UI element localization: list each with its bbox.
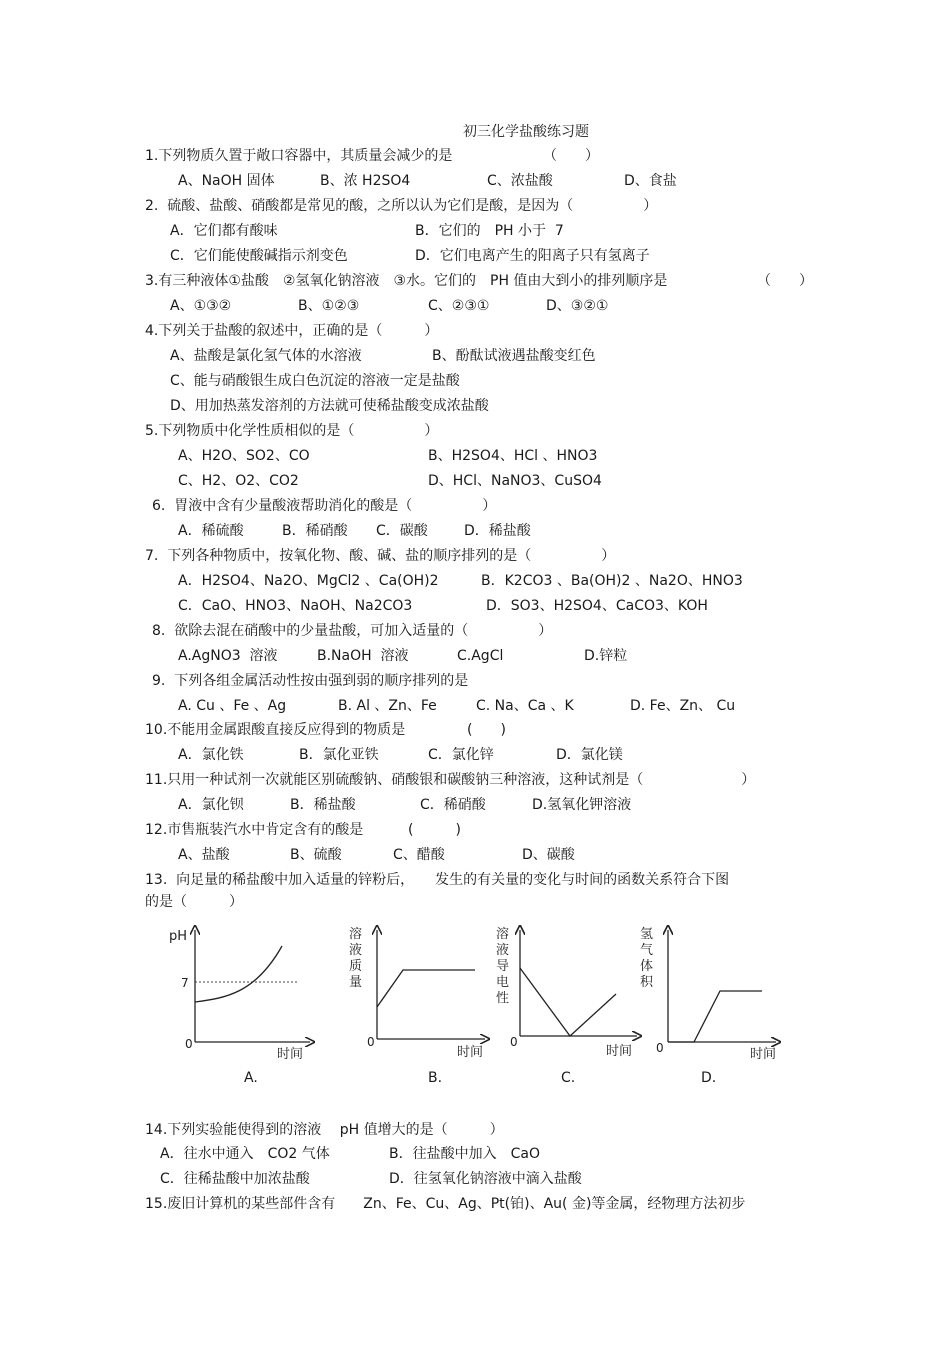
- y-label-char: 积: [640, 975, 654, 990]
- q5-option-d: D、HCl、NaNO3、CuSO4: [428, 473, 602, 489]
- q12-option-c: C、醋酸: [393, 847, 445, 863]
- q9-option-a: A. Cu 、Fe 、Ag: [178, 698, 287, 714]
- q13-graph-d-caption: D.: [701, 1070, 717, 1086]
- mass-curve: [377, 970, 475, 1007]
- q14-option-a: A．往水中通入 CO2 气体: [160, 1146, 330, 1162]
- q13-stem-line1: 13. 向足量的稀盐酸中加入适量的锌粉后， 发生的有关量的变化与时间的函数关系符合下图: [145, 872, 730, 888]
- y-axis-label: pH: [169, 929, 188, 944]
- q8-option-a: A.AgNO3 溶液: [178, 648, 278, 664]
- q3-option-a: A、①③②: [170, 298, 232, 314]
- q13-graph-a-caption: A.: [244, 1070, 258, 1086]
- q14-option-c: C．往稀盐酸中加浓盐酸: [160, 1171, 310, 1187]
- q14-option-d: D．往氢氧化钠溶液中滴入盐酸: [389, 1171, 582, 1187]
- q2-stem: 2. 硫酸、盐酸、硝酸都是常见的酸，之所以认为它们是酸，是因为（ ）: [145, 198, 658, 214]
- q13-graph-b: [345, 922, 490, 1064]
- q12-option-a: A、盐酸: [178, 847, 230, 863]
- q1-option-c: C、浓盐酸: [487, 173, 553, 189]
- y-label-char: 气: [640, 943, 654, 958]
- y-label-char: 体: [640, 959, 654, 974]
- x-axis-label: 时间: [277, 1047, 304, 1062]
- q4-option-c: C、能与硝酸银生成白色沉淀的溶液一定是盐酸: [170, 373, 460, 389]
- q11-option-a: A．氯化钡: [178, 797, 244, 813]
- q15-stem: 15.废旧计算机的某些部件含有 Zn、Fe、Cu、Ag、Pt(铂)、Au( 金)等金属，经物理方法初步: [145, 1196, 746, 1212]
- q3-answer-paren: （ ）: [757, 273, 813, 289]
- page-title: 初三化学盐酸练习题: [463, 124, 589, 140]
- q2-option-d: D．它们电离产生的阳离子只有氢离子: [415, 248, 650, 264]
- y-label-char: 液: [349, 943, 363, 958]
- y-label-char: 性: [496, 991, 510, 1006]
- hydrogen-curve: [668, 991, 762, 1042]
- origin-label: 0: [656, 1041, 664, 1055]
- q5-option-c: C、H2、O2、CO2: [178, 473, 299, 489]
- q11-option-c: C．稀硝酸: [420, 797, 486, 813]
- q6-option-d: D．稀盐酸: [464, 523, 531, 539]
- q12-option-d: D、碳酸: [522, 847, 575, 863]
- conductivity-curve: [520, 968, 616, 1036]
- y-label-char: 量: [349, 975, 363, 990]
- q6-option-c: C．碳酸: [376, 523, 428, 539]
- q12-stem: 12.市售瓶装汽水中肯定含有的酸是: [145, 822, 364, 838]
- q10-option-c: C．氯化锌: [428, 747, 494, 763]
- y-axis-label: [496, 926, 513, 1006]
- q8-option-c: C.AgCl: [457, 648, 504, 664]
- q13-graph-a: [165, 922, 315, 1064]
- q5-option-a: A、H2O、SO2、CO: [178, 448, 310, 464]
- q7-option-d: D．SO3、H2SO4、CaCO3、KOH: [486, 598, 708, 614]
- origin-label: 0: [185, 1037, 193, 1051]
- q7-stem: 7. 下列各种物质中，按氧化物、酸、碱、盐的顺序排列的是（ ）: [145, 548, 616, 564]
- q8-option-d: D.锌粒: [584, 648, 628, 664]
- q10-option-d: D．氯化镁: [556, 747, 623, 763]
- origin-label: 0: [510, 1035, 518, 1049]
- x-axis-label: 时间: [750, 1047, 777, 1062]
- q14-option-b: B．往盐酸中加入 CaO: [389, 1146, 540, 1162]
- y-axis-label: [640, 927, 657, 990]
- x-axis-label: 时间: [457, 1045, 484, 1060]
- q11-option-b: B．稀盐酸: [290, 797, 356, 813]
- q1-option-d: D、食盐: [624, 173, 677, 189]
- q13-stem-line2: 的是（ ）: [145, 894, 243, 910]
- origin-label: 0: [367, 1035, 375, 1049]
- q10-stem: 10.不能用金属跟酸直接反应得到的物质是: [145, 722, 406, 738]
- q10-option-b: B．氯化亚铁: [299, 747, 379, 763]
- y-label-char: 液: [496, 943, 510, 958]
- q13-graph-b-caption: B.: [428, 1070, 443, 1086]
- q11-option-d: D.氢氧化钾溶液: [532, 797, 632, 813]
- q4-option-d: D、用加热蒸发溶剂的方法就可使稀盐酸变成浓盐酸: [170, 398, 489, 414]
- q1-stem: 1.下列物质久置于敞口容器中，其质量会减少的是: [145, 148, 453, 164]
- reference-label-7: 7: [181, 976, 189, 990]
- y-label-char: 氢: [640, 927, 654, 942]
- q4-option-a: A、盐酸是氯化氢气体的水溶液: [170, 348, 362, 364]
- q1-option-b: B、浓 H2SO4: [320, 173, 411, 189]
- q9-option-d: D. Fe、Zn、 Cu: [630, 698, 736, 714]
- q6-option-a: A．稀硫酸: [178, 523, 244, 539]
- x-axis-label: 时间: [606, 1044, 633, 1059]
- q11-stem: 11.只用一种试剂一次就能区别硫酸钠、硝酸银和碳酸钠三种溶液，这种试剂是（ ）: [145, 772, 756, 788]
- q6-option-b: B．稀硝酸: [282, 523, 348, 539]
- q12-option-b: B、硫酸: [290, 847, 342, 863]
- q13-graph-c-caption: C.: [561, 1070, 576, 1086]
- q9-stem: 9. 下列各组金属活动性按由强到弱的顺序排列的是: [152, 673, 469, 689]
- q9-option-b: B. Al 、Zn、Fe: [338, 698, 437, 714]
- q4-option-b: B、酚酞试液遇盐酸变红色: [432, 348, 596, 364]
- y-label-char: 质: [349, 959, 363, 974]
- y-label-char: 电: [496, 975, 510, 990]
- q14-stem: 14.下列实验能使得到的溶液 pH 值增大的是（ ）: [145, 1122, 504, 1138]
- q7-option-b: B．K2CO3 、Ba(OH)2 、Na2O、HNO3: [481, 573, 743, 589]
- y-label-char: 溶: [496, 927, 510, 942]
- q4-stem: 4.下列关于盐酸的叙述中，正确的是（ ）: [145, 323, 439, 339]
- q7-option-a: A．H2SO4、Na2O、MgCl2 、Ca(OH)2: [178, 573, 439, 589]
- q5-option-b: B、H2SO4、HCl 、HNO3: [428, 448, 598, 464]
- q9-option-c: C. Na、Ca 、K: [476, 698, 574, 714]
- q3-option-d: D、③②①: [546, 298, 609, 314]
- q2-option-c: C．它们能使酸碱指示剂变色: [170, 248, 348, 264]
- q7-option-c: C．CaO、HNO3、NaOH、Na2CO3: [178, 598, 413, 614]
- q10-answer-paren: ( ): [467, 722, 506, 738]
- q2-option-a: A．它们都有酸味: [170, 223, 278, 239]
- q1-answer-paren: （ ）: [543, 148, 599, 164]
- q12-answer-paren: ( ): [408, 822, 461, 838]
- ph-curve: [195, 946, 282, 1002]
- q1-option-a: A、NaOH 固体: [178, 173, 275, 189]
- q8-option-b: B.NaOH 溶液: [317, 648, 409, 664]
- y-label-char: 溶: [349, 927, 363, 942]
- q13-graph-c: [492, 922, 642, 1064]
- y-axis-label: [349, 926, 366, 990]
- q3-option-c: C、②③①: [428, 298, 490, 314]
- q3-option-b: B、①②③: [298, 298, 360, 314]
- q10-option-a: A．氯化铁: [178, 747, 244, 763]
- q5-stem: 5.下列物质中化学性质相似的是（ ）: [145, 423, 439, 439]
- q13-graph-d: [636, 922, 781, 1064]
- q6-stem: 6. 胃液中含有少量酸液帮助消化的酸是（ ）: [152, 498, 497, 514]
- q8-stem: 8. 欲除去混在硝酸中的少量盐酸，可加入适量的（ ）: [152, 623, 553, 639]
- q2-option-b: B．它们的 PH 小于 7: [415, 223, 564, 239]
- y-label-char: 导: [496, 959, 510, 974]
- q3-stem: 3.有三种液体①盐酸 ②氢氧化钠溶液 ③水。它们的 PH 值由大到小的排列顺序是: [145, 273, 668, 289]
